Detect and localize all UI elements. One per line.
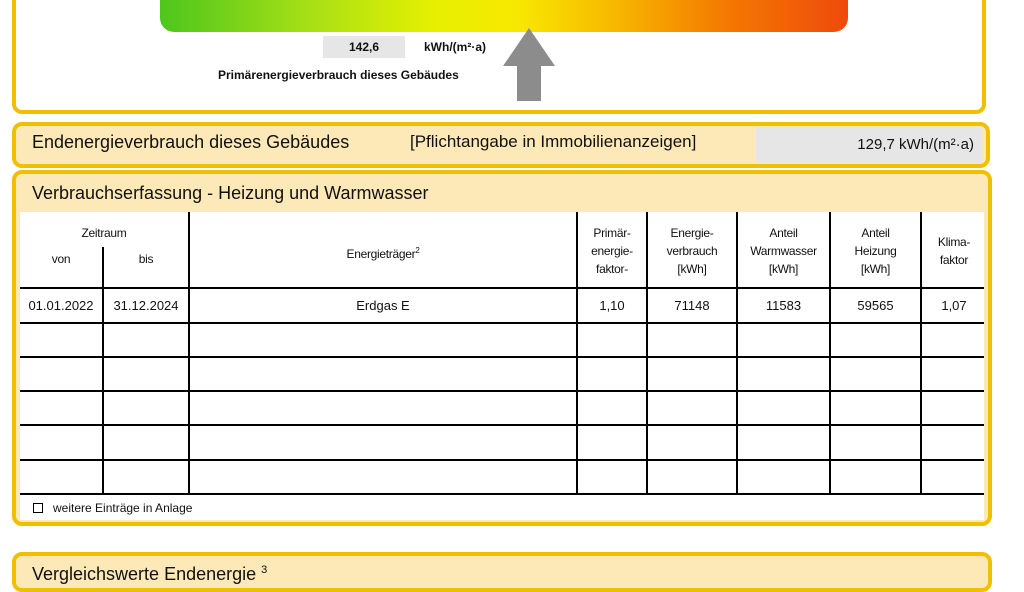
header-line: faktor	[939, 253, 969, 267]
header-line: Anteil	[861, 226, 890, 240]
consumption-title: Verbrauchserfassung - Heizung und Warmwasser	[32, 183, 429, 203]
header-line: Warmwasser	[750, 244, 817, 258]
primary-energy-unit: kWh/(m²·a)	[424, 40, 486, 54]
comparison-title-label: Vergleichswerte Endenergie	[32, 564, 257, 584]
row-bis: 31.12.2024	[113, 298, 179, 313]
header-energieverbrauch	[648, 224, 736, 278]
row-anteil-heizung: 59565	[857, 298, 894, 313]
header-line: [kWh]	[768, 262, 799, 276]
row-primaerenergiefaktor: 1,10	[599, 298, 625, 313]
row-energieverbrauch: 71148	[674, 298, 710, 313]
header-line: [kWh]	[860, 262, 891, 276]
header-anteil-warmwasser	[738, 224, 829, 278]
header-line: Heizung	[854, 244, 897, 258]
header-primaerenergiefaktor	[578, 224, 646, 278]
final-energy-value: 129,7 kWh/(m²·a)	[756, 127, 982, 163]
header-line: faktor-	[596, 262, 628, 276]
header-energietraeger	[190, 242, 576, 263]
header-energietraeger-label: Energieträger	[346, 247, 416, 261]
primary-energy-value: 142,6	[323, 36, 405, 58]
header-line: Energie-	[670, 226, 714, 240]
header-von: von	[51, 252, 71, 266]
comparison-title-footnote: 3	[261, 564, 268, 576]
header-line: Anteil	[769, 226, 798, 240]
table-row-rule	[20, 356, 984, 358]
row-anteil-warmwasser: 11583	[765, 298, 802, 313]
primary-energy-caption: Primärenergieverbrauch dieses Gebäudes	[218, 68, 459, 82]
header-line: Klima-	[937, 235, 971, 249]
final-energy-title: Endenergieverbrauch dieses Gebäudes	[32, 132, 350, 152]
header-line: energie-	[591, 244, 633, 258]
header-klimafaktor	[922, 233, 986, 269]
row-von: 01.01.2022	[28, 298, 94, 313]
table-row-rule	[20, 493, 984, 495]
table-row-rule	[20, 424, 984, 426]
up-arrow-icon	[503, 28, 555, 101]
table-row-rule	[20, 390, 984, 392]
header-energietraeger-footnote: 2	[415, 246, 420, 255]
header-bis: bis	[138, 252, 154, 266]
row-klimafaktor: 1,07	[941, 298, 967, 313]
header-zeitraum: Zeitraum	[81, 226, 127, 240]
table-row-rule	[20, 322, 984, 324]
header-anteil-heizung	[831, 224, 920, 278]
header-line: [kWh]	[677, 262, 707, 276]
header-line: Primär-	[593, 226, 631, 240]
more-entries-label: weitere Einträge in Anlage	[53, 501, 193, 515]
table-column-rule	[102, 247, 104, 494]
more-entries-checkbox[interactable]	[33, 503, 43, 513]
table-row-rule	[20, 459, 984, 461]
comparison-title	[32, 564, 267, 585]
row-energietraeger: Erdgas E	[356, 298, 410, 313]
header-line: verbrauch	[666, 244, 718, 258]
table-header-rule	[20, 287, 984, 289]
final-energy-note: [Pflichtangabe in Immobilienanzeigen]	[410, 132, 697, 151]
